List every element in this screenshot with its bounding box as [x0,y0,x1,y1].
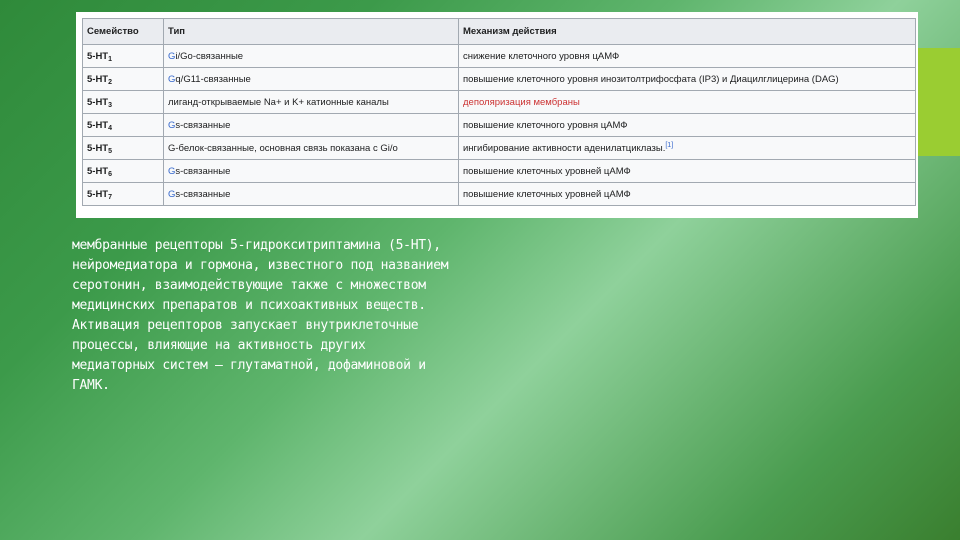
family-cell: $5-HT_5$ [83,137,164,160]
table-row [83,68,916,91]
description-line: ГАМК. [72,378,110,393]
mechanism-link[interactable]: деполяризация мембраны [463,96,580,108]
mechanism-cell: повышение клеточного уровня инозитолтрифосфата (IP3) и Диацилглицерина (DAG) [459,68,916,91]
family-cell: $5-HT_7$ [83,183,164,206]
header-family: Семейство [83,19,164,45]
table-row [83,45,916,68]
table-row [83,183,916,206]
description-line: мембранные рецепторы 5-гидрокситриптамина (5-НТ), [72,238,441,253]
mechanism-cell: повышение клеточных уровней цАМФ [459,160,916,183]
type-link[interactable]: G [168,73,176,85]
type-cell: Gs-связанные [164,160,459,183]
mechanism-cell: снижение клеточного уровня цАМФ [459,45,916,68]
header-type: Тип [164,19,459,45]
header-mechanism: Механизм действия [459,19,916,45]
type-cell: Gs-связанные [164,114,459,137]
table-row [83,160,916,183]
mechanism-cell [459,91,916,114]
description-line: серотонин, взаимодействующие также с множеством [72,278,426,293]
receptor-table [82,18,916,206]
type-cell: Gs-связанные [164,183,459,206]
table-row [83,114,916,137]
type-cell: Gi/Go-связанные [164,45,459,68]
description-line: процессы, влияющие на активность других [72,338,366,353]
mechanism-cell: повышение клеточных уровней цАМФ [459,183,916,206]
type-cell: Gq/G11-связанные [164,68,459,91]
family-cell: $5-HT_6$ [83,160,164,183]
description-line: медицинских препаратов и психоактивных веществ. [72,298,426,313]
type-link[interactable]: G [168,165,176,177]
mechanism-cell: ингибирование активности аденилатциклазы.[1] [459,137,916,160]
description-line: нейромедиатора и гормона, известного под названием [72,258,449,273]
table-row [83,91,916,114]
family-cell: $5-HT_1$ [83,45,164,68]
type-link[interactable]: G [168,188,176,200]
type-link[interactable]: G [168,50,176,62]
description-line: медиаторных систем — глутаматной, дофаминовой и [72,358,426,373]
family-cell: $5-HT_4$ [83,114,164,137]
accent-bar [916,48,960,156]
type-link[interactable]: G [168,119,176,131]
reference-link[interactable]: [1] [665,141,674,149]
table-row [83,137,916,160]
family-cell: $5-HT_2$ [83,68,164,91]
description-text [72,236,542,396]
receptor-table-card [76,12,918,218]
type-cell: лиганд-открываемые Na+ и K+ катионные каналы [164,91,459,114]
type-cell: G-белок-связанные, основная связь показана с Gi/o [164,137,459,160]
table-header-row [83,19,916,45]
description-line: Активация рецепторов запускает внутриклеточные [72,318,419,333]
family-cell: $5-HT_3$ [83,91,164,114]
mechanism-cell: повышение клеточного уровня цАМФ [459,114,916,137]
